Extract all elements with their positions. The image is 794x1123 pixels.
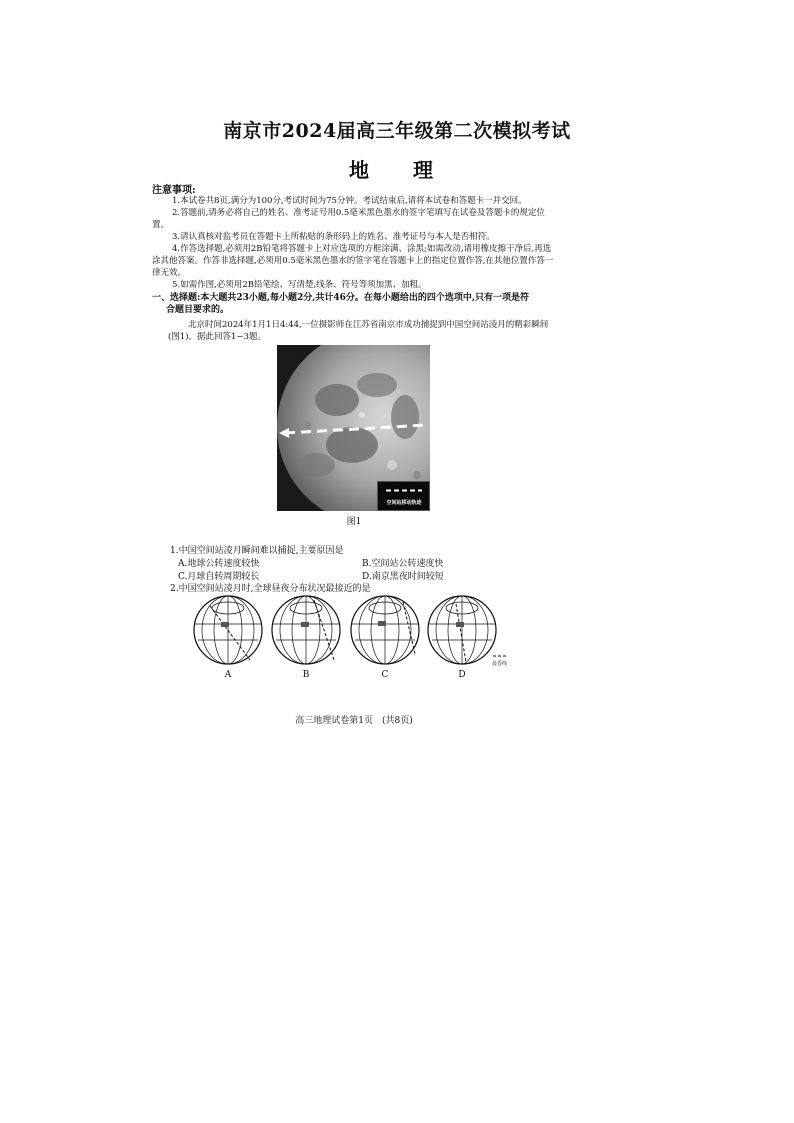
globe-d xyxy=(426,594,498,666)
notice-heading: 注意事项: xyxy=(152,185,196,196)
moon-mare xyxy=(299,453,335,477)
legend-line xyxy=(386,489,422,492)
q1-option-c: C.月球自转周期较长 xyxy=(178,572,260,582)
globe-b xyxy=(270,594,342,666)
globe-label-a: A xyxy=(224,670,232,680)
notice-item: 2.答题前,请务必将自己的姓名、准考证号用0.5毫米黑色墨水的签字笔填写在试卷及答题卡的规定位置。 xyxy=(152,208,545,230)
terminator-legend-label: 晨昏线 xyxy=(492,661,508,667)
notice-item: 3.请认真核对监考员在答题卡上所粘贴的条形码上的姓名、准考证号与本人是否相符。 xyxy=(172,232,495,242)
notice-item: 4.作答选择题,必须用2B铅笔将答题卡上对应选项的方框涂满、涂黑;如需改动,请用橡皮擦干净后,再选涂其他答案。作答非选择题,必须用0.5毫米黑色墨水的签字笔在答题卡上的指定位置作答,在其他位置作答一律无效。 xyxy=(152,244,554,278)
notice-item: 5.如需作图,必须用2B铅笔绘、写清楚,线条、符号等须加黑、加粗。 xyxy=(172,280,427,290)
question-1: 1.中国空间站凌月瞬间难以捕捉,主要原因是 xyxy=(170,546,344,556)
figure-caption: 图1 xyxy=(346,517,362,527)
moon-crater xyxy=(387,460,397,470)
globe-label-b: B xyxy=(302,670,310,680)
notice-list xyxy=(152,195,557,291)
question-stem-text: 北京时间2024年1月1日4:44,一位摄影师在江苏省南京市成功捕捉到中国空间站凌月的精彩瞬间(图1)。据此回答1~3题。 xyxy=(168,320,549,342)
subject-title: 地 理 xyxy=(349,158,445,182)
question-stem xyxy=(168,319,558,343)
question-2: 2.中国空间站凌月时,全球昼夜分布状况最接近的是 xyxy=(170,584,371,594)
moon-crater xyxy=(413,471,421,479)
moon-mare xyxy=(315,384,359,416)
section-heading-line: 合题目要求的。 xyxy=(166,305,230,315)
globe-label-c: C xyxy=(381,670,389,680)
globe-c xyxy=(349,594,421,666)
section-heading xyxy=(152,292,562,316)
q1-option-a: A.地球公转速度较快 xyxy=(178,559,260,569)
moon-crater xyxy=(359,412,365,418)
section-heading-line: 一、选择题:本大题共23小题,每小题2分,共计46分。在每小题给出的四个选项中,只有一项是符 xyxy=(152,293,530,303)
page-footer: 高三地理试卷第1页 (共8页) xyxy=(295,716,413,726)
q1-option-b: B.空间站公转速度快 xyxy=(362,559,444,569)
moon-crater xyxy=(303,421,311,429)
q1-option-d: D.南京黑夜时间较短 xyxy=(362,572,444,582)
globe-label-d: D xyxy=(458,670,466,680)
terminator-legend-line xyxy=(493,655,507,657)
figure-legend xyxy=(377,481,430,511)
exam-title: 南京市2024届高三年级第二次模拟考试 xyxy=(223,120,571,142)
moon-mare xyxy=(357,373,397,397)
legend-label: 空间站移动轨迹 xyxy=(386,500,422,506)
globe-a xyxy=(192,594,264,666)
moon-mare xyxy=(326,427,378,463)
notice-item: 1.本试卷共8页,满分为100分,考试时间为75分钟。考试结束后,请将本试卷和答题卡一并交回。 xyxy=(172,196,527,206)
moon-mare xyxy=(391,395,419,439)
